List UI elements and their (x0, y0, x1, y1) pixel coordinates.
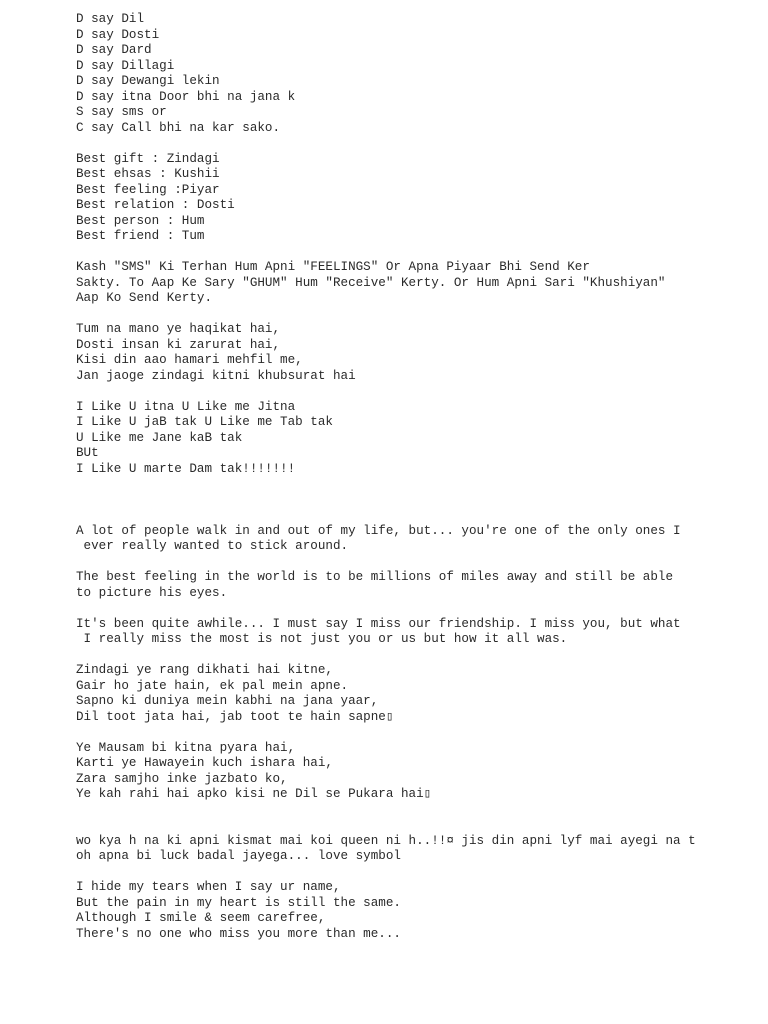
text-line: Ye Mausam bi kitna pyara hai, (76, 740, 296, 755)
text-line: I Like U itna U Like me Jitna (76, 399, 296, 414)
text-line: A lot of people walk in and out of my life, but... you're one of the only ones I (76, 523, 681, 538)
text-line: wo kya h na ki apni kismat mai koi queen ni h..!!¤ jis din apni lyf mai ayegi na t (76, 833, 696, 848)
text-line: Sakty. To Aap Ke Sary "GHUM" Hum "Receive" Kerty. Or Hum Apni Sari "Khushiyan" (76, 275, 666, 290)
text-line: Aap Ko Send Kerty. (76, 291, 213, 305)
blank-line (76, 803, 756, 819)
text-line: Zindagi ye rang dikhati hai kitne, (76, 663, 333, 677)
text-line: Sapno ki duniya mein kabhi na jana yaar, (76, 694, 379, 708)
text-line: Kash "SMS" Ki Terhan Hum Apni "FEELINGS" Or Apna Piyaar Bhi Send Ker (76, 260, 590, 274)
text-line: U Like me Jane kaB tak (76, 430, 243, 445)
text-line: Although I smile & seem carefree, (76, 911, 326, 925)
blank-line (76, 725, 756, 741)
text-line: Best ehsas : Kushii (76, 167, 220, 181)
text-line: BUt (76, 446, 99, 460)
blank-line (76, 555, 756, 571)
text-line: S say sms or (76, 105, 167, 119)
blank-line (76, 493, 756, 509)
document-body (76, 12, 756, 942)
text-line: It's been quite awhile... I must say I miss our friendship. I miss you, but what (76, 616, 681, 631)
blank-line (76, 508, 756, 524)
text-line: Tum na mano ye haqikat hai, (76, 322, 281, 336)
text-line: The best feeling in the world is to be millions of miles away and still be able (76, 570, 674, 584)
text-line: I hide my tears when I say ur name, (76, 880, 341, 894)
text-line: oh apna bi luck badal jayega... love symbol (76, 849, 401, 863)
text-line: I really miss the most is not just you or us but how it all was. (76, 632, 568, 646)
text-line: D say Dewangi lekin (76, 74, 220, 88)
text-line: But the pain in my heart is still the same. (76, 895, 401, 910)
text-line: Best feeling :Piyar (76, 182, 220, 197)
text-line: Gair ho jate hain, ek pal mein apne. (76, 678, 349, 693)
blank-line (76, 601, 756, 617)
blank-line (76, 136, 756, 152)
text-line: D say Dillagi (76, 58, 175, 73)
text-line: Best gift : Zindagi (76, 151, 220, 166)
blank-line (76, 245, 756, 261)
text-line: to picture his eyes. (76, 585, 228, 600)
text-line: I Like U jaB tak U Like me Tab tak (76, 415, 333, 429)
blank-line (76, 648, 756, 664)
text-line: Karti ye Hawayein kuch ishara hai, (76, 756, 333, 770)
text-line: Best person : Hum (76, 213, 205, 228)
text-line: D say itna Door bhi na jana k (76, 89, 296, 104)
text-line: ever really wanted to stick around. (76, 539, 349, 553)
text-line: Dil toot jata hai, jab toot te hain sapne▯ (76, 709, 394, 724)
text-line: There's no one who miss you more than me... (76, 926, 401, 941)
text-line: Best relation : Dosti (76, 198, 235, 212)
blank-line (76, 307, 756, 323)
text-line: C say Call bhi na kar sako. (76, 120, 281, 135)
text-line: I Like U marte Dam tak!!!!!!! (76, 461, 296, 476)
text-line: D say Dard (76, 43, 152, 57)
text-line: D say Dosti (76, 27, 160, 42)
text-line: Jan jaoge zindagi kitni khubsurat hai (76, 368, 356, 383)
text-line: Best friend : Tum (76, 229, 205, 243)
text-line: D say Dil (76, 12, 145, 26)
text-line: Ye kah rahi hai apko kisi ne Dil se Pukara hai▯ (76, 787, 432, 801)
text-line: Zara samjho inke jazbato ko, (76, 771, 288, 786)
blank-line (76, 477, 756, 493)
blank-line (76, 384, 756, 400)
blank-line (76, 818, 756, 834)
blank-line (76, 865, 756, 881)
text-line: Dosti insan ki zarurat hai, (76, 337, 281, 352)
text-line: Kisi din aao hamari mehfil me, (76, 353, 303, 367)
